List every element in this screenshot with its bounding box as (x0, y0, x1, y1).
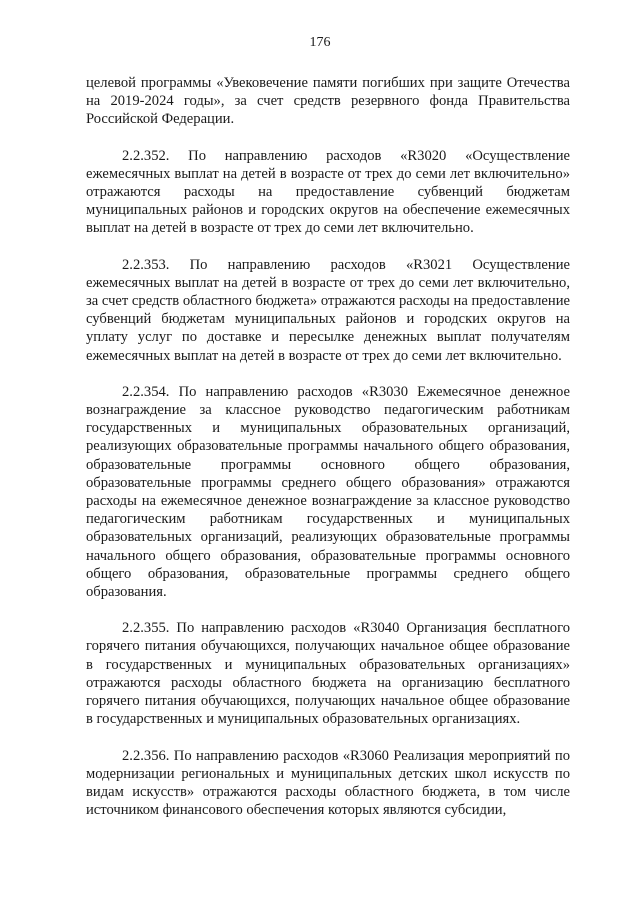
paragraph-2-2-354: 2.2.354. По направлению расходов «R3030 Ежемесячное денежное вознаграждение за классное руководство педагогическим работникам государственных и муниципальных образовательных организаций, реализующих образовательные программы начального общего образования, образовательные программы основного общего образования, образовательные программы среднего общего образования» отражаются расходы на ежемесячное денежное вознаграждение за классное руководство педагогическим работникам государственных и муниципальных образовательных организаций, реализующих образовательные программы начального общего образования, образовательные программы основного общего образования, образовательные программы среднего общего образования. (86, 383, 570, 601)
paragraph-2-2-356: 2.2.356. По направлению расходов «R3060 Реализация мероприятий по модернизации региональных и муниципальных детских школ искусств по видам искусств» отражаются расходы областного бюджета, в том числе источником финансового обеспечения которых являются субсидии, (86, 747, 570, 819)
page-number: 176 (309, 35, 331, 50)
paragraph-2-2-352: 2.2.352. По направлению расходов «R3020 «Осуществление ежемесячных выплат на детей в возрасте от трех до семи лет включительно» отражаются расходы на предоставление субвенций бюджетам муниципальных районов и городских округов на обеспечение ежемесячных выплат на детей в возрасте от трех до семи лет включительно. (86, 147, 570, 237)
paragraph-2-2-355: 2.2.355. По направлению расходов «R3040 Организация бесплатного горячего питания обучающихся, получающих начальное общее образование в государственных и муниципальных образовательных организациях» отражаются расходы областного бюджета на организацию бесплатного горячего питания обучающихся, получающих начальное общее образование в государственных и муниципальных образовательных организациях. (86, 620, 570, 728)
document-body (86, 74, 570, 819)
paragraph-continuation: целевой программы «Увековечение памяти погибших при защите Отечества на 2019-2024 годы», за счет средств резервного фонда Правительства Российской Федерации. (86, 75, 570, 128)
paragraph-2-2-353: 2.2.353. По направлению расходов «R3021 Осуществление ежемесячных выплат на детей в возрасте от трех до семи лет включительно, за счет средств областного бюджета» отражаются расходы на предоставление субвенций бюджетам муниципальных районов и городских округов на уплату услуг по доставке и пересылке денежных выплат получателям ежемесячных выплат на детей в возрасте от трех до семи лет включительно. (86, 256, 570, 364)
